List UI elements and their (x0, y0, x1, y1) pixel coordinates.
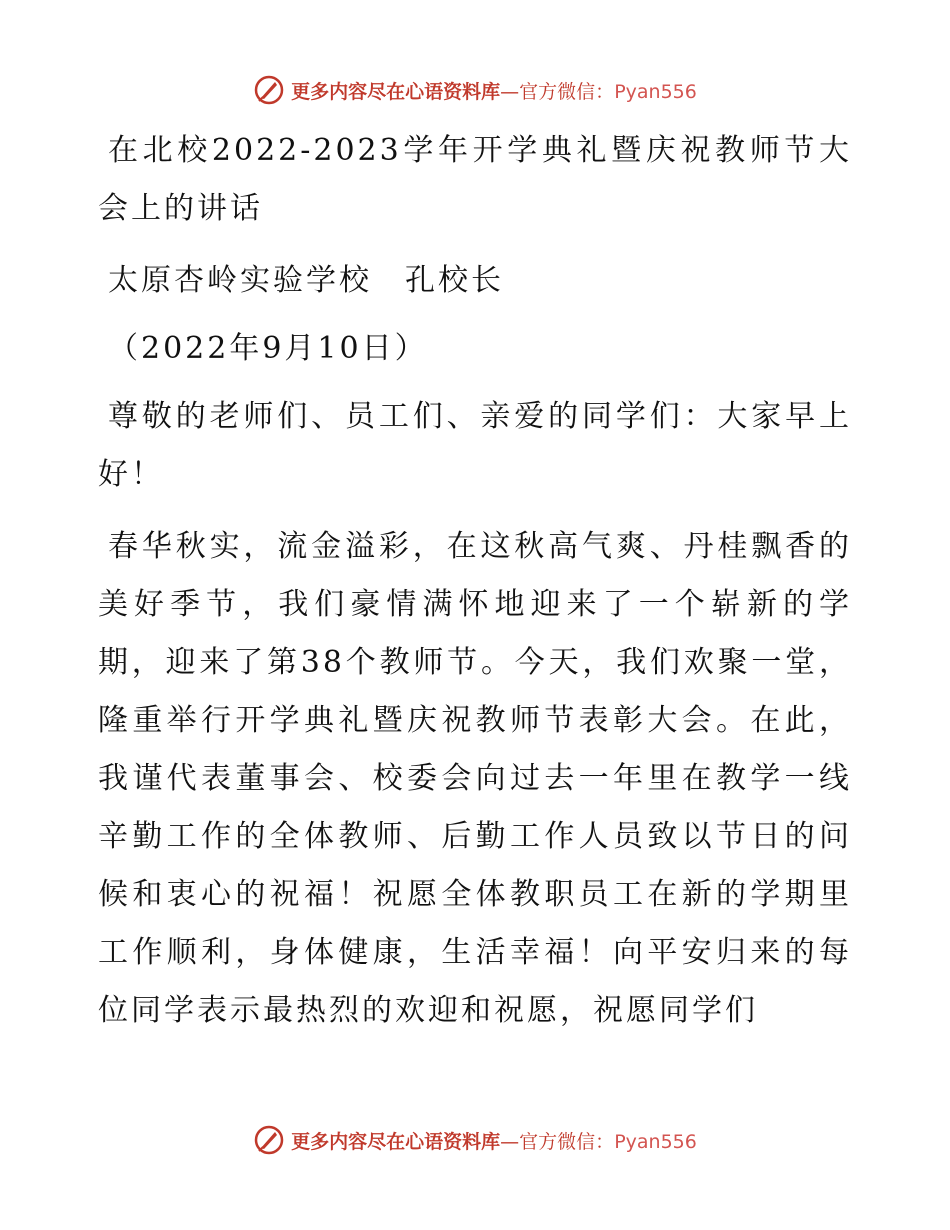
banner-main-text: 更多内容尽在心语资料库 (291, 1130, 501, 1153)
banner-text (291, 1127, 697, 1154)
banner-wechat-id: Pyan556 (614, 1130, 697, 1153)
document-title: 在北校2022-2023学年开学典礼暨庆祝教师节大会上的讲话 (98, 133, 852, 226)
banner-wechat-id: Pyan556 (614, 80, 697, 103)
banner-text (291, 77, 697, 104)
banner-separator: — (500, 80, 520, 103)
banner-wechat-label: 官方微信： (519, 80, 615, 103)
header-banner (0, 70, 950, 110)
banner-separator: — (500, 1130, 520, 1153)
banner-main-text: 更多内容尽在心语资料库 (291, 80, 501, 103)
document-date: （2022年9月10日） (108, 331, 428, 366)
banner-wechat-label: 官方微信： (519, 1130, 615, 1153)
document-paragraph: 春华秋实，流金溢彩，在这秋高气爽、丹桂飘香的美好季节，我们豪情满怀地迎来了一个崭新的学期，迎来了第38个教师节。今天，我们欢聚一堂，隆重举行开学典礼暨庆祝教师节表彰大会。在此，我谨代表董事会、校委会向过去一年里在教学一线辛勤工作的全体教师、后勤工作人员致以节日的问候和衷心的祝福！祝愿全体教职员工在新的学期里工作顺利，身体健康，生活幸福！向平安归来的每位同学表示最热烈的欢迎和祝愿，祝愿同学们 (98, 529, 852, 1028)
footer-banner (0, 1120, 950, 1160)
quill-logo-icon (253, 1124, 285, 1156)
document-greeting: 尊敬的老师们、员工们、亲爱的同学们：大家早上好！ (98, 399, 852, 492)
document-body (98, 122, 852, 1040)
document-author: 太原杏岭实验学校 孔校长 (108, 263, 504, 298)
quill-logo-icon (253, 74, 285, 106)
